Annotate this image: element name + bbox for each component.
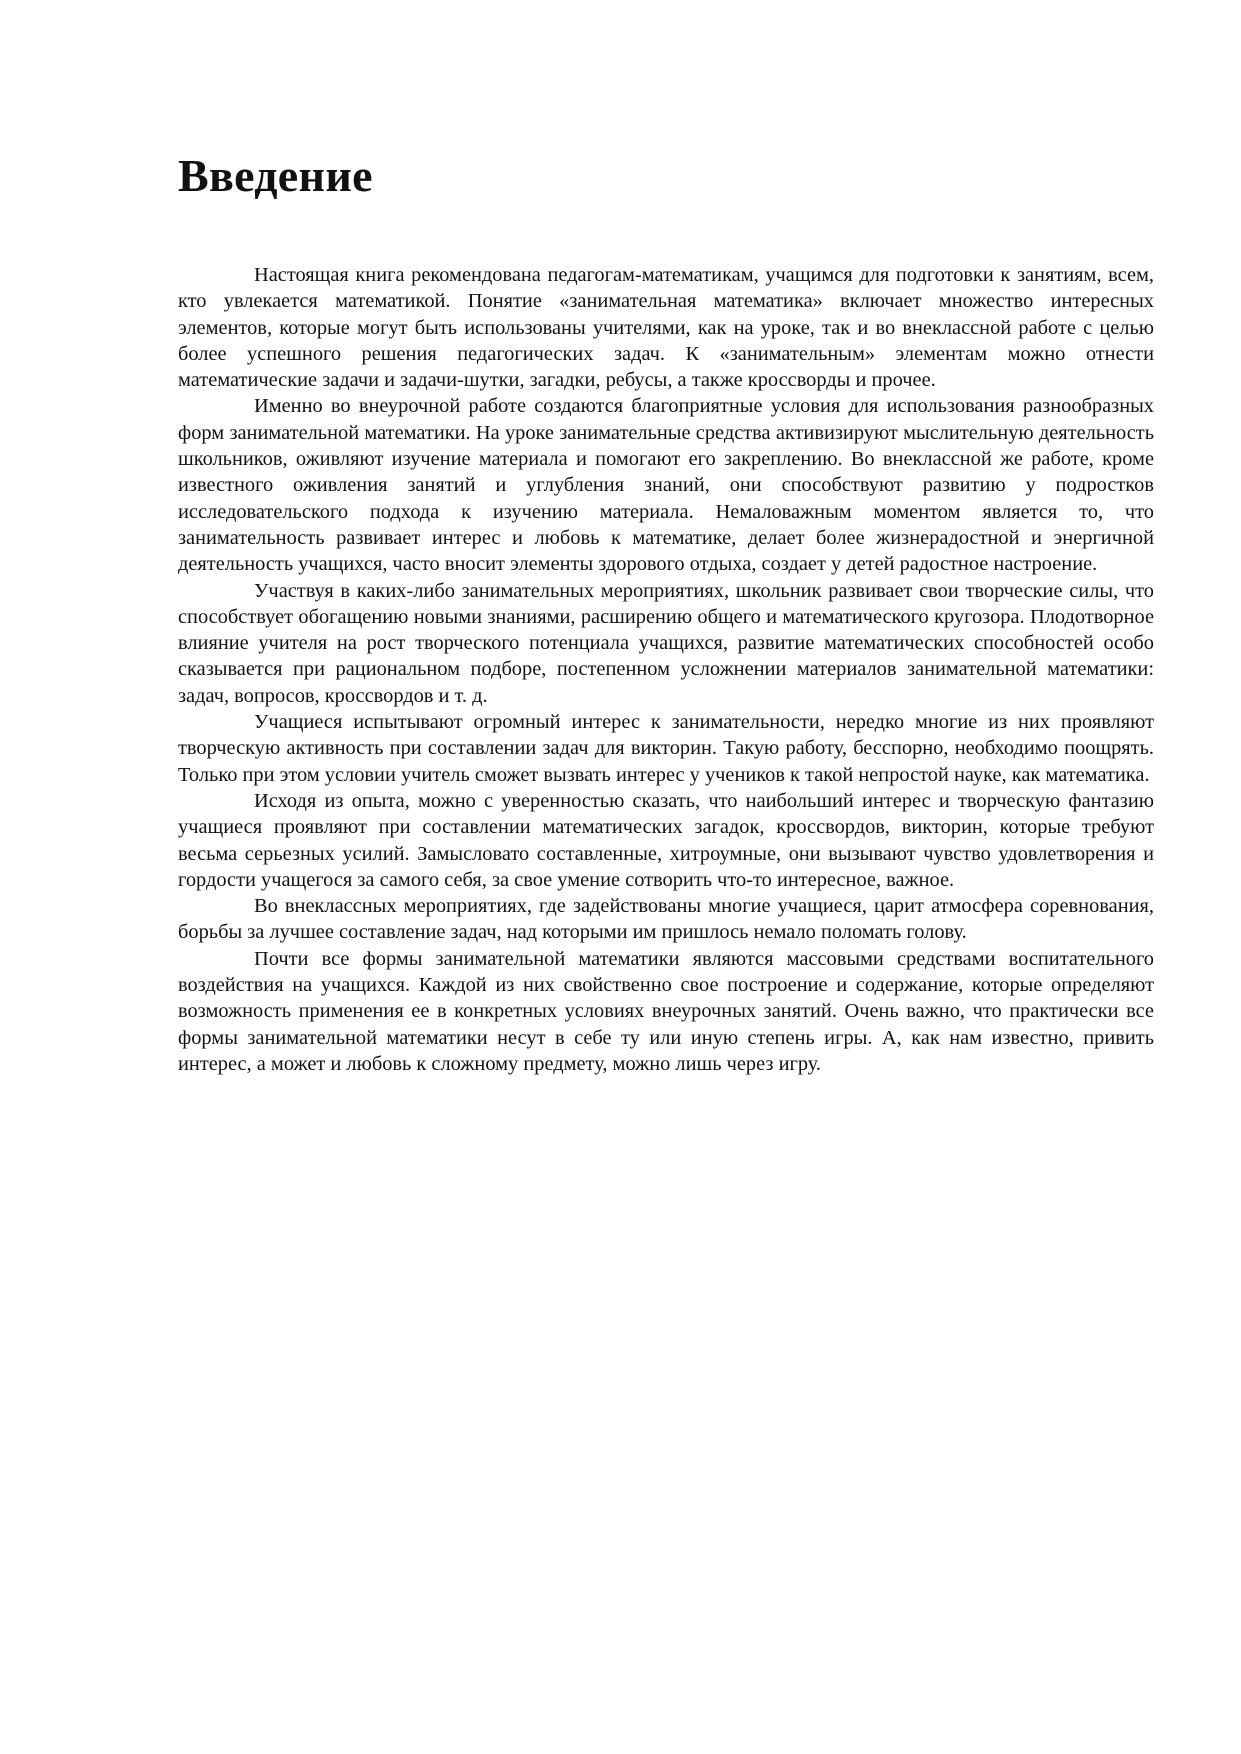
paragraph: Во внеклассных мероприятиях, где задействованы многие учащиеся, царит атмосфера соревнования, борьбы за лучшее составление задач, над которыми им пришлось немало поломать голову. <box>178 895 1154 944</box>
page-title: Введение <box>178 150 373 201</box>
body-text <box>178 262 1154 1077</box>
paragraph: Участвуя в каких-либо занимательных мероприятиях, школьник развивает свои творческие силы, что способствует обогащению новыми знаниями, расширению общего и математического кругозора. Плодотворное влияние учителя на рост творческого потенциала учащихся, развитие математических способностей особо сказывается при рациональном подборе, постепенном усложнении материалов занимательной математики: задач, вопросов, кроссвордов и т. д. <box>178 579 1154 707</box>
paragraph: Почти все формы занимательной математики являются массовыми средствами воспитательного воздействия на учащихся. Каждой из них свойственно свое построение и содержание, которые определяют возможность применения ее в конкретных условиях внеурочных занятий. Очень важно, что практически все формы занимательной математики несут в себе ту или иную степень игры. А, как нам известно, привить интерес, а может и любовь к сложному предмету, можно лишь через игру. <box>178 947 1154 1075</box>
paragraph: Именно во внеурочной работе создаются благоприятные условия для использования разнообразных форм занимательной математики. На уроке занимательные средства активизируют мыслительную деятельность школьников, оживляют изучение материала и помогают его закреплению. Во внеклассной же работе, кроме известного оживления занятий и углубления знаний, они способствуют развитию у подростков исследовательского подхода к изучению материала. Немаловажным моментом является то, что занимательность развивает интерес и любовь к математике, делает более жизнерадостной и энергичной деятельность учащихся, часто вносит элементы здорового отдыха, создает у детей радостное настроение. <box>178 395 1154 576</box>
paragraph: Учащиеся испытывают огромный интерес к занимательности, нередко многие из них проявляют творческую активность при составлении задач для викторин. Такую работу, бесспорно, необходимо поощрять. Только при этом условии учитель сможет вызвать интерес у учеников к такой непростой науке, как математика. <box>178 711 1154 786</box>
document-page <box>178 146 1154 1077</box>
paragraph: Исходя из опыта, можно с уверенностью сказать, что наибольший интерес и творческую фантазию учащиеся проявляют при составлении математических загадок, кроссвордов, викторин, которые требуют весьма серьезных усилий. Замысловато составленные, хитроумные, они вызывают чувство удовлетворения и гордости учащегося за самого себя, за свое умение сотворить что-то интересное, важное. <box>178 789 1154 891</box>
paragraph: Настоящая книга рекомендована педагогам-математикам, учащимся для подготовки к занятиям, всем, кто увлекается математикой. Понятие «занимательная математика» включает множество интересных элементов, которые могут быть использованы учителями, как на уроке, так и во внеклассной работе с целью более успешного решения педагогических задач. К «занимательным» элементам можно отнести математические задачи и задачи-шутки, загадки, ребусы, а также кроссворды и прочее. <box>178 264 1154 392</box>
